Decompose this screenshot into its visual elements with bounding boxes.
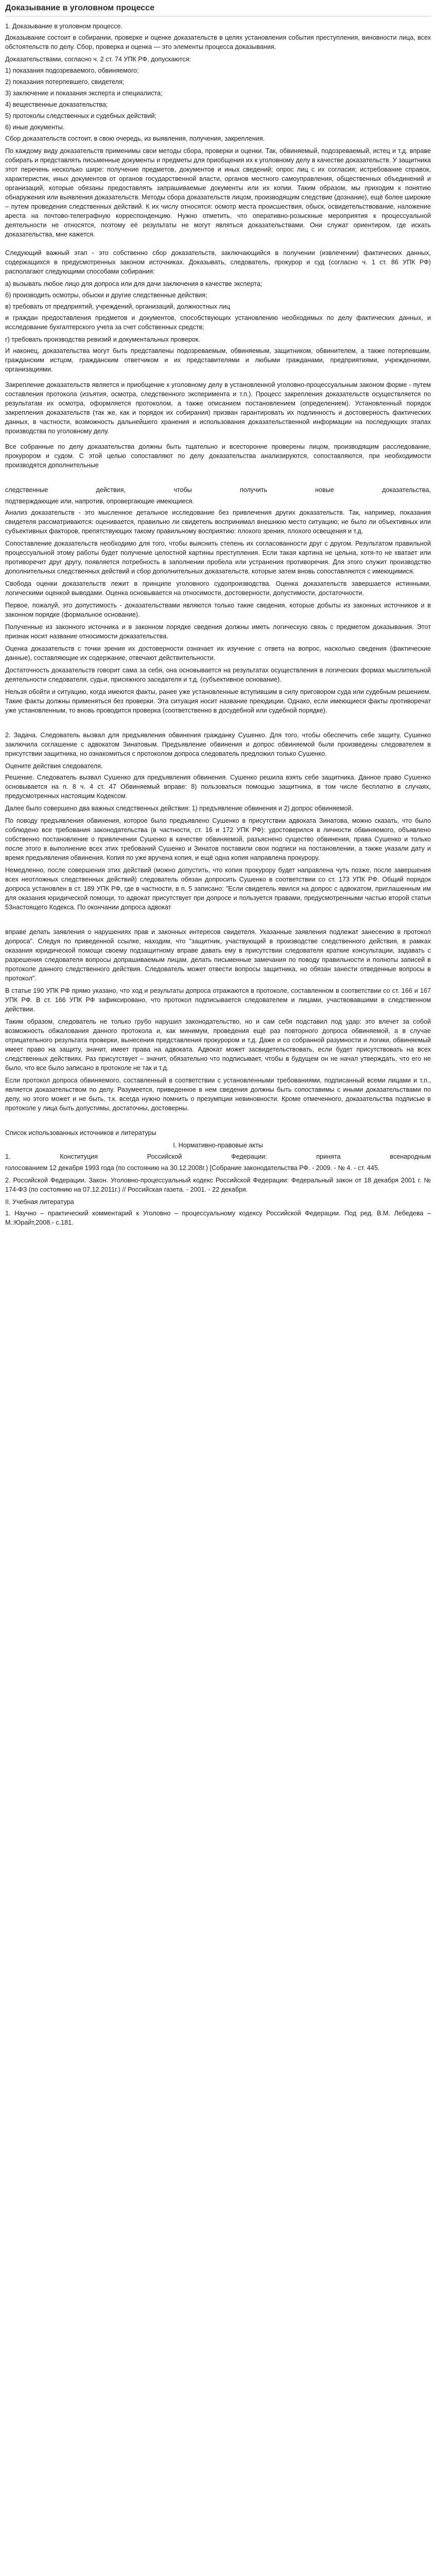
- paragraph: Далее было совершено два важных следственных действия: 1) предъявление обвинения и 2) допрос обвиняемой.: [5, 805, 354, 812]
- references-heading: Список использованных источников и литературы: [5, 1129, 156, 1137]
- list-item: 2) показания потерпевшего, свидетеля;: [5, 78, 125, 86]
- paragraph: Если протокол допроса обвиняемого, составленный в соответствии с установленными требованиями, подписанный всеми лицами и т.п., является доказательством по делу. Разумеется, приведенное в нем сведения должны быть сопоставимы с иными доказательствами по делу, но этого может и не быть, т.к. всегда нужно помнить о презумпции невиновности. Кроме отмеченного, доказательства подписью в протоколе у лица быть допустимы, достаточны, достоверны.: [5, 1077, 431, 1112]
- list-item: г) требовать производства ревизий и документальных проверок.: [5, 336, 200, 343]
- list-item: 5) протоколы следственных и судебных действий;: [5, 112, 156, 120]
- reference-line: 1. Конституция Российской Федерации: принята всенародным: [5, 1153, 431, 1160]
- paragraph: Достаточность доказательств говорит сама за себя, она основывается на результатах осуществления в логических формах мыслительной деятельности следователя, судьи, присяжного заседателя и т.д. (субъективное основание).: [5, 667, 431, 683]
- list-item: в) требовать от предприятий, учреждений, организаций, должностных лиц: [5, 303, 230, 310]
- references-subheading: II. Учебная литература: [5, 1198, 74, 1206]
- list-item: а) вызывать любое лицо для допроса или для дачи заключения в качестве эксперта;: [5, 280, 263, 287]
- reference-item: 1. Научно – практический комментарий к Уголовно – процессуальному кодексу Российской Федерации. Под ред. В.М. Лебедева – М.:Юрайт,2008.- с.181.: [5, 1210, 431, 1226]
- paragraph: В статье 190 УПК РФ прямо указано, что ход и результаты допроса отражаются в протоколе, составленном в соответствии со ст. 166 и 167 УПК РФ. В ст. 166 УПК РФ зафиксировано, что протокол подписывается следователем и лицами, участвовавшими в следственном действии.: [5, 987, 431, 1013]
- paragraph: Закрепление доказательств является и приобщение к уголовному делу в установленной уголовно-процессуальным законом форме - путем составления протокола (изъятия, осмотра, следственного эксперимента и т.п.). Процесс закрепления доказательств осуществляется по результатам их осмотра, оформляется протоколом, а также описанием постановлением (определением). Установленный порядок закрепления доказательств (так же, как и порядок их собирания) призван гарантировать их подлинность и достоверность фактических данных, в частности, возможность дальнейшего хранения и использования доказательственной информации на последующих этапах производства по уголовному делу.: [5, 381, 431, 435]
- paragraph: Оценка доказательств с точки зрения их достоверности означает их изучение с ответа на вопрос, насколько сведения (фактические данные), составляющие их содержание, отвечают действительности.: [5, 645, 431, 662]
- paragraph: По поводу предъявления обвинения, которое было предъявлено Сушенко в присутствии адвоката Зинатова, можно сказать, что было соблюдено все требования законодательства (в частности, ст. 16 и 172 УПК РФ): удостоверился в личности обвиняемого, объявлено собственно постановление о привлечении Сушенко в качестве обвиняемой, разъяснено существо обвинения, права Сушенко и только после этого в выполнение всех этих требований Сушенко и Зинатов поставили свои подписи на постановлении, а также указали дату и время предъявления обвинения. Копия по уже вручена копия, и ещё одна копия направлена прокурору.: [5, 817, 431, 861]
- paragraph: Анализ доказательств - это мысленное детальное исследование без привлечения других доказательств. Так, например, показания свидетеля рассматриваются: оценивается, правильно ли свидетель воспринимал внешнюю место ситуацию; не было ли объективных или субъективных факторов, препятствующих такому правильному восприятию: плохого зрения, плохого освещения и т.д.: [5, 509, 431, 535]
- paragraph-line: следственные действия, чтобы получить новые доказательства,: [5, 486, 431, 494]
- list-item: 4) вещественные доказательства;: [5, 101, 108, 108]
- document-page: [0, 0, 436, 1227]
- paragraph: и граждан предоставления предметов и документов, способствующих установлению необходимых по делу фактических данных, и исследование бухгалтерского учета за счет собственных средств;: [5, 314, 431, 331]
- list-item: 1) показания подозреваемого, обвиняемого;: [5, 67, 139, 74]
- paragraph: Нельзя обойти и ситуацию, когда имеются факты, ранее уже установленные вступившим в силу приговором суда или судебным решением. Такие факты должны применяться без проверки. Эта ситуация носит название преюдиции. Однако, если имеющиеся факты противоречат уже установленным, то вновь проводится проверка (соответственно в досудебной или судебной порядке).: [5, 688, 431, 714]
- section-heading: 1. Доказывание в уголовном процессе.: [5, 23, 123, 30]
- paragraph: Сбор доказательств состоит, в свою очередь, из выявления, получения, закрепления.: [5, 135, 265, 142]
- list-item: б) производить осмотры, обыски и другие следственные действия;: [5, 292, 207, 299]
- paragraph: Оцените действия следователя.: [5, 762, 103, 770]
- paragraph: Доказывание состоит в собирании, проверке и оценке доказательств в целях установления события преступления, виновности лица, всех обстоятельств по делу. Сбор, проверка и оценка — это элементы процесса доказывания.: [5, 34, 431, 50]
- references-subheading: I. Нормативно-правовые акты: [173, 1142, 263, 1149]
- reference-item: 2. Российской Федерации. Закон. Уголовно-процессуальный кодекс Российской Федерации: Федеральный закон от 18 декабря 2001 г. № 174-ФЗ (по состоянию на 07.12.2011г.) // Российская газета. - 2001. - 22 декабря.: [5, 1177, 431, 1193]
- paragraph: Все собранные по делу доказательства должны быть тщательно и всесторонне проверены лицом, производящим расследование, прокурором и судом. С этой целью сопоставляют по делу доказательства анализируются, сопоставляются, при необходимости производятся дополнительные: [5, 443, 431, 469]
- list-item: 3) заключение и показания эксперта и специалиста;: [5, 90, 163, 97]
- paragraph: Следующий важный этап - это собственно сбор доказательств, заключающийся в получении (извлечении) фактических данных, содержащихся в предусмотренных законом источниках. Доказывать, следователь, прокурор и суд (согласно ч. 1 ст. 86 УПК РФ) располагают следующими способами собирания:: [5, 249, 431, 275]
- paragraph: вправе делать заявления о нарушениях прав и законных интересов свидетеля. Указанные заявления подлежат занесению в протокол допроса". Следуя по приведенной ссылке, находим, что "защитник, участвующий в производстве следственного действия, в рамках оказания юридической помощи своему подзащитному вправе давать ему в присутствии следователя краткие консультации, задавать с разрешения следователя вопросы допрашиваемым лицам, делать письменные замечания по поводу правильности и полноты записей в протоколе данного следственного действия. Следователь может отвести вопросы защитника, но обязан занести отведенные вопросы в протокол".: [5, 928, 431, 982]
- paragraph: Свобода оценки доказательств лежит в принципе уголовного судопроизводства. Оценка доказательств завершается истинными, логическими оценкой выводами. Оценка основывается на относимости, достоверности, допустимости, достаточности.: [5, 580, 431, 597]
- paragraph: 2. Задача. Следователь вызвал для предъявления обвинения гражданку Сушенко. Для того, чтобы обеспечить себе защиту, Сушенко заключила соглашение с адвокатом Зинатовым. Предъявление обвинения и допрос обвиняемой были произведены следователем в присутствии защитника, но ознакомиться с протоколом допроса следователь предложил только Сушенко.: [5, 732, 431, 757]
- paragraph-line: подтверждающие или, напротив, опровергающие имеющиеся.: [5, 498, 194, 505]
- page-title: Доказывание в уголовном процессе: [5, 4, 154, 12]
- paragraph: Сопоставление доказательств необходимо для того, чтобы выяснить степень их согласованности друг с другом. Результатом правильной процессуальной этому работы будет получение целостной картины преступления. Если такая картина не цельна, хотя-то не хватает или противоречит друг другу, появляется потребность в заполнении пробела или устранения противоречия. Для этого служит производство дополнительных следственных действий и сбор дополнительных доказательств, которые затем вновь сопоставляются с имеющимися.: [5, 540, 431, 575]
- paragraph: И наконец, доказательства могут быть представлены подозреваемым, обвиняемым, защитником, обвинителем, а также потерпевшим, гражданским истцом, гражданским ответчиком и их представителями и любыми гражданами, предприятиями, учреждениями, организациями.: [5, 347, 431, 373]
- evidence-list: [5, 66, 431, 132]
- list-item: 6) иные документы.: [5, 124, 65, 131]
- paragraph: Таким образом, следователь не только грубо нарушил законодательство, но и сам себя подставил под удар: это влечет за собой возможность обжалования данного протокола и, как минимум, проведения ещё раз повторного допроса обвиняемой, а в случае отрицательного результата проверки, вынесения представления прокурором и т.д. Даже и со собранной разумности и логики, обвиняемый имеет право на защиту, значит, имеет права на адвоката. Адвокат может засвидетельствовать, если будет присутствовать на всех следственных действиях. Раз присутствует – значит, обязательно что подписывает, чтобы в будущем он не начал утверждать, что его не было, что все было записано в протоколе не так и т.д.: [5, 1018, 431, 1072]
- paragraph: Полученные из законного источника и в законном порядке сведения должны иметь логическую связь с предметом доказывания. Этот признак носит название относимости доказательства.: [5, 623, 431, 640]
- paragraph: Решение. Следователь вызвал Сушенко для предъявления обвинения. Сушенко решила взять себе защитника. Данное право Сушенко основывается на п. 8 ч. 4 ст. 47 Обвиняемый вправе: 8) пользоваться помощью защитника, в том числе бесплатно в случаях, предусмотренных настоящим Кодексом.: [5, 774, 431, 800]
- paragraph: Доказательствами, согласно ч. 2 ст. 74 УПК РФ, допускаются:: [5, 56, 191, 63]
- reference-item: голосованием 12 декабря 1993 года (по состоянию на 30.12.2008г.) [Собрание законодательства РФ. - 2009. - № 4. - ст. 445.: [5, 1164, 380, 1172]
- paragraph: По каждому виду доказательств применимы свои методы сбора, проверки и оценки. Так, обвиняемый, подозреваемый, истец и т.д. вправе собирать и представлять письменные документы и предметы для приобщения их к уголовному делу в качестве доказательств. У защитника этот перечень несколько шире: получение предметов, документов и иных сведений; опрос лиц с их согласия; истребование справок, характеристик, иных документов от органов государственной власти, органов местного самоуправления, общественных объединений и организаций, которые обязаны предоставлять запрашиваемые документы или их копии. Таким образом, мы приходим к понятию обнаружения или выявления доказательств. Методы сбора доказательств лицом, производящим следствие (дознание), ещё более широкие – путем проведения следственных действий. К их числу относятся: осмотр места происшествия, обыск, освидетельствование, наложение ареста на почтово-телеграфную корреспонденцию. Нужно отметить, что оперативно-розыскные мероприятия к процессуальной деятельности не относятся, поэтому её результаты не могут являться доказательствами. Они служат ориентиром, где искать доказательства, мне кажется.: [5, 147, 431, 238]
- paragraph: Первое, пожалуй, это допустимость - доказательствами являются только такие сведения, которые добыты из законных источников и в законном порядке (формальное основание).: [5, 602, 431, 618]
- paragraph: Немедленно, после совершения этих действий (можно допустить, что копия прокурору будет направлена чуть позже, после завершения всех неотложных следственных действий) следователь обязан допросить Сушенко в соответствии со ст. 173 УПК РФ. Общий порядок допроса установлен в ст. 189 УПК РФ, где в частности, в п. 5 записано: "Если свидетель явился на допрос с адвокатом, приглашенным им для оказания юридической помощи, то адвокат присутствует при допросе и пользуется правами, предусмотренными частью второй статьи 53настоящего Кодекса. По окончании допроса адвокат: [5, 867, 431, 911]
